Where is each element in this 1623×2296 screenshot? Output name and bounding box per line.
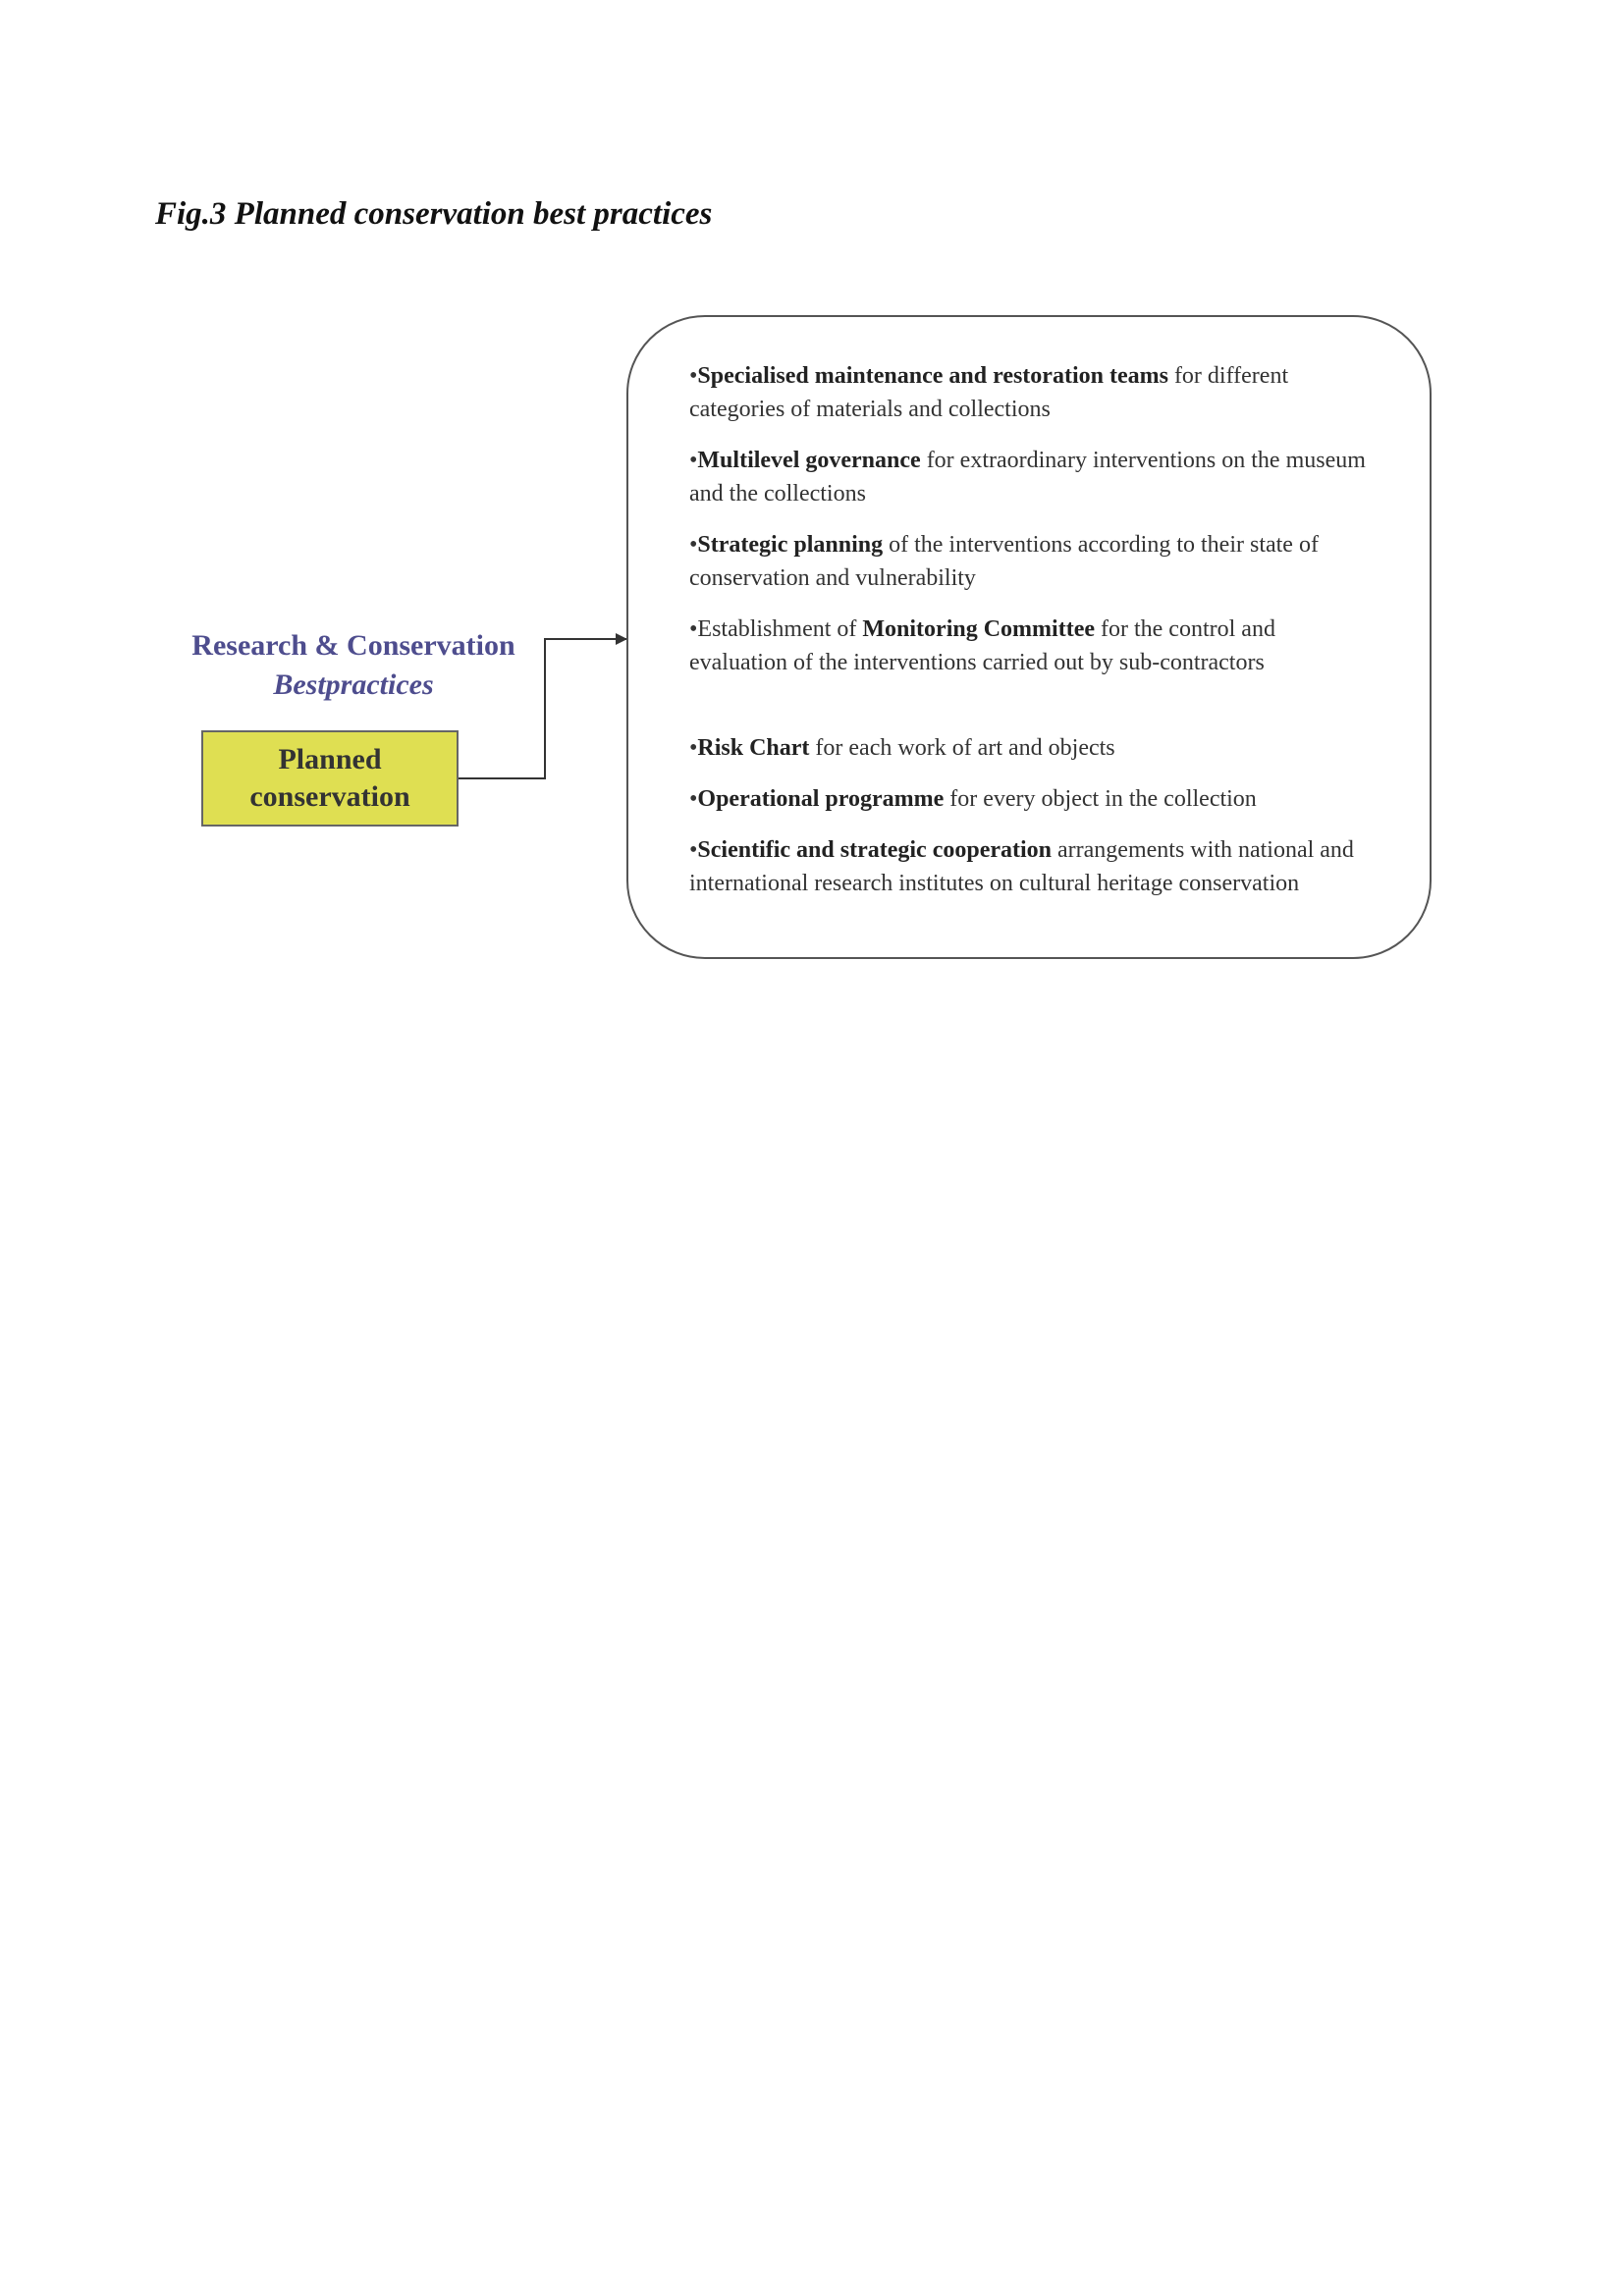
practice-item-operational: •Operational programme for every object in the collection (689, 786, 1257, 812)
practice-item-planning: •Strategic planning of the interventions according to their state of conservation and vulnerability (689, 532, 1319, 591)
practice-item-cooperation: •Scientific and strategic cooperation arrangements with national and international research institutes on cultural heritage conservation (689, 837, 1354, 896)
practice-item-monitoring: •Establishment of Monitoring Committee for the control and evaluation of the interventions carried out by sub-contractors (689, 616, 1275, 675)
research-conservation-label (152, 626, 555, 705)
practice-item-risk-chart: •Risk Chart for each work of art and objects (689, 735, 1115, 761)
research-label-line1: Research & Conservation (191, 629, 515, 662)
planned-box-line1: Planned (278, 743, 382, 775)
planned-box-line2: conservation (249, 780, 410, 813)
research-label-line2: Bestpractices (273, 668, 434, 701)
practice-item-governance: •Multilevel governance for extraordinary interventions on the museum and the collections (689, 448, 1366, 507)
figure-caption: Fig.3 Planned conservation best practices (155, 196, 713, 232)
planned-conservation-box (201, 730, 459, 827)
practice-item-teams: •Specialised maintenance and restoration teams for different categories of materials and collections (689, 363, 1289, 422)
